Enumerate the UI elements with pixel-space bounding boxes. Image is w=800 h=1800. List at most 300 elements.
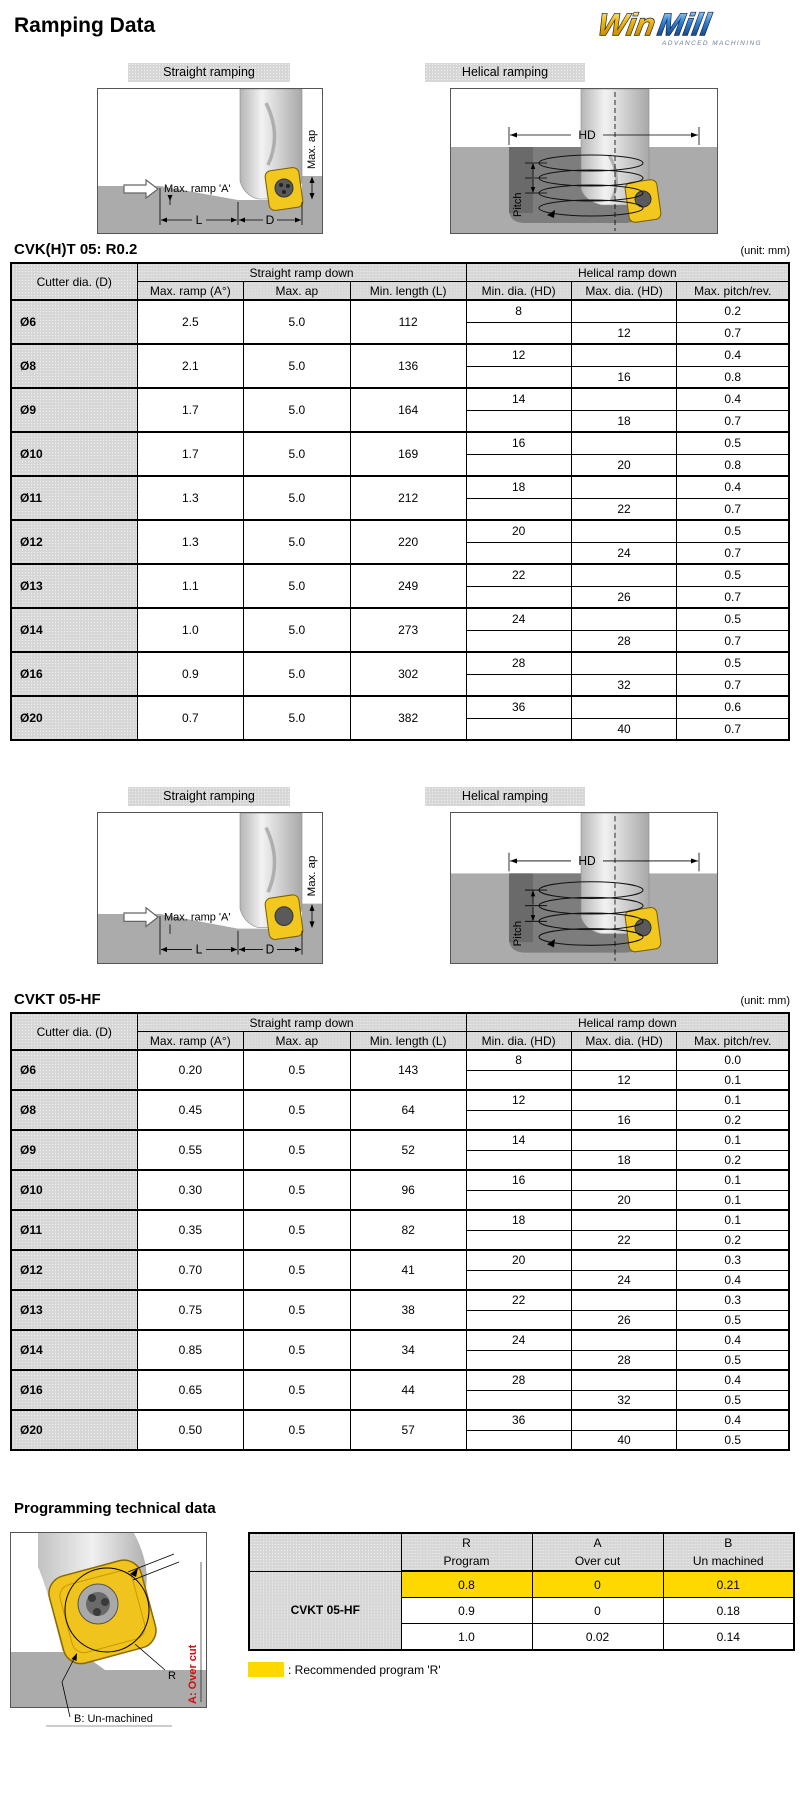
max-dia-cell: 18 bbox=[571, 1150, 677, 1170]
prog-row-label: CVKT 05-HF bbox=[249, 1571, 401, 1650]
min-length-cell: 64 bbox=[350, 1090, 466, 1130]
max-dia-empty-cell bbox=[571, 388, 677, 410]
table-row bbox=[11, 300, 789, 322]
screw-dot bbox=[101, 1598, 109, 1606]
pitch-max-cell: 0.2 bbox=[677, 1150, 789, 1170]
pitch-min-cell: 0.4 bbox=[677, 388, 789, 410]
recommended-legend bbox=[248, 1662, 441, 1677]
col-header-max-dia: Max. dia. (HD) bbox=[571, 282, 677, 301]
max-dia-cell: 26 bbox=[571, 1310, 677, 1330]
pitch-max-cell: 0.5 bbox=[677, 1430, 789, 1450]
prog-value-cell: 0.18 bbox=[663, 1598, 794, 1624]
max-dia-empty-cell bbox=[571, 1050, 677, 1070]
legend-text: : Recommended program 'R' bbox=[288, 1662, 441, 1677]
max-dia-cell: 24 bbox=[571, 1270, 677, 1290]
arrowhead bbox=[510, 133, 517, 138]
max-dia-cell: 40 bbox=[571, 1430, 677, 1450]
max-ramp-cell: 0.9 bbox=[137, 652, 244, 696]
group-header-helical: Helical ramp down bbox=[466, 263, 789, 282]
max-dia-empty-cell bbox=[571, 1290, 677, 1310]
min-dia-empty-cell bbox=[466, 630, 571, 652]
max-ramp-cell: 0.20 bbox=[137, 1050, 244, 1090]
cutter-dia-cell: Ø12 bbox=[11, 520, 137, 564]
min-dia-cell: 20 bbox=[466, 1250, 571, 1270]
programming-table bbox=[248, 1532, 795, 1651]
min-dia-empty-cell bbox=[466, 498, 571, 520]
pitch-max-cell: 0.5 bbox=[677, 1310, 789, 1330]
min-length-cell: 112 bbox=[350, 300, 466, 344]
max-ap-label: Max. ap bbox=[306, 855, 318, 897]
max-ap-cell: 0.5 bbox=[244, 1370, 351, 1410]
max-dia-cell: 28 bbox=[571, 1350, 677, 1370]
programming-title: Programming technical data bbox=[14, 1500, 216, 1517]
min-dia-cell: 14 bbox=[466, 1130, 571, 1150]
max-ap-cell: 0.5 bbox=[244, 1250, 351, 1290]
min-dia-cell: 16 bbox=[466, 432, 571, 454]
cutter-dia-cell: Ø13 bbox=[11, 564, 137, 608]
min-dia-cell: 12 bbox=[466, 344, 571, 366]
cutter-dia-cell: Ø14 bbox=[11, 608, 137, 652]
col-header-min-dia: Min. dia. (HD) bbox=[466, 282, 571, 301]
max-dia-empty-cell bbox=[571, 344, 677, 366]
r-label: R bbox=[168, 1670, 176, 1682]
pitch-max-cell: 0.2 bbox=[677, 1230, 789, 1250]
min-dia-cell: 14 bbox=[466, 388, 571, 410]
col-header-max-ap: Max. ap bbox=[244, 1032, 351, 1051]
min-length-cell: 41 bbox=[350, 1250, 466, 1290]
max-ap-cell: 5.0 bbox=[244, 520, 351, 564]
min-dia-cell: 24 bbox=[466, 608, 571, 630]
l-dim-label: L bbox=[195, 942, 203, 957]
winmill-logo bbox=[556, 4, 770, 50]
min-dia-empty-cell bbox=[466, 674, 571, 696]
overcut-label: A: Over cut bbox=[187, 1644, 199, 1704]
max-dia-cell: 20 bbox=[571, 454, 677, 476]
max-ramp-cell: 2.5 bbox=[137, 300, 244, 344]
max-dia-empty-cell bbox=[571, 1250, 677, 1270]
hd-dim-label: HD bbox=[578, 128, 596, 142]
prog-header-r-word: Program bbox=[401, 1552, 532, 1571]
table1-unit: (unit: mm) bbox=[740, 245, 790, 257]
d-dim-label: D bbox=[265, 942, 275, 957]
min-length-cell: 273 bbox=[350, 608, 466, 652]
table-row bbox=[11, 1090, 789, 1110]
min-length-cell: 82 bbox=[350, 1210, 466, 1250]
max-ramp-cell: 0.35 bbox=[137, 1210, 244, 1250]
pitch-min-cell: 0.3 bbox=[677, 1250, 789, 1270]
page-title: Ramping Data bbox=[14, 14, 156, 37]
pitch-min-cell: 0.1 bbox=[677, 1130, 789, 1150]
max-ap-cell: 5.0 bbox=[244, 564, 351, 608]
group-header-helical: Helical ramp down bbox=[466, 1013, 789, 1032]
logo-mill-text: Mill bbox=[655, 7, 714, 42]
max-ramp-label: Max. ramp 'A' bbox=[164, 911, 231, 924]
max-ap-cell: 5.0 bbox=[244, 432, 351, 476]
min-length-cell: 169 bbox=[350, 432, 466, 476]
min-length-cell: 34 bbox=[350, 1330, 466, 1370]
max-ramp-cell: 1.1 bbox=[137, 564, 244, 608]
max-ap-cell: 5.0 bbox=[244, 476, 351, 520]
prog-value-cell: 0 bbox=[532, 1571, 663, 1598]
table-row bbox=[11, 696, 789, 718]
group-header-straight: Straight ramp down bbox=[137, 263, 466, 282]
min-dia-empty-cell bbox=[466, 1310, 571, 1330]
max-dia-empty-cell bbox=[571, 476, 677, 498]
max-ap-cell: 0.5 bbox=[244, 1410, 351, 1450]
max-dia-cell: 18 bbox=[571, 410, 677, 432]
cutter-dia-cell: Ø14 bbox=[11, 1330, 137, 1370]
min-dia-cell: 8 bbox=[466, 1050, 571, 1070]
max-ap-cell: 0.5 bbox=[244, 1290, 351, 1330]
col-header-cutter: Cutter dia. (D) bbox=[11, 263, 137, 300]
insert-screw bbox=[275, 179, 293, 197]
straight-ramping-label: Straight ramping bbox=[128, 787, 290, 806]
min-dia-empty-cell bbox=[466, 366, 571, 388]
min-dia-cell: 28 bbox=[466, 1370, 571, 1390]
table-row bbox=[11, 476, 789, 498]
pitch-max-cell: 0.5 bbox=[677, 1390, 789, 1410]
max-dia-empty-cell bbox=[571, 1130, 677, 1150]
max-ramp-cell: 2.1 bbox=[137, 344, 244, 388]
table-row bbox=[11, 1370, 789, 1390]
min-dia-empty-cell bbox=[466, 1430, 571, 1450]
min-dia-empty-cell bbox=[466, 1070, 571, 1090]
straight-ramping-diagram bbox=[97, 812, 323, 964]
max-ap-cell: 0.5 bbox=[244, 1170, 351, 1210]
min-dia-empty-cell bbox=[466, 454, 571, 476]
pitch-max-cell: 0.2 bbox=[677, 1110, 789, 1130]
pitch-min-cell: 0.0 bbox=[677, 1050, 789, 1070]
min-length-cell: 52 bbox=[350, 1130, 466, 1170]
max-dia-empty-cell bbox=[571, 696, 677, 718]
hd-dim-label: HD bbox=[578, 853, 596, 869]
table-row bbox=[11, 388, 789, 410]
pitch-label: Pitch bbox=[512, 920, 524, 947]
logo-tagline: ADVANCED MACHINING bbox=[662, 40, 762, 47]
cutter-dia-cell: Ø9 bbox=[11, 388, 137, 432]
max-ramp-cell: 0.30 bbox=[137, 1170, 244, 1210]
min-dia-empty-cell bbox=[466, 1230, 571, 1250]
min-dia-empty-cell bbox=[466, 542, 571, 564]
max-dia-empty-cell bbox=[571, 1330, 677, 1350]
helical-ramping-label: Helical ramping bbox=[425, 63, 585, 82]
helical-ramping-label: Helical ramping bbox=[425, 787, 585, 806]
col-header-max-ramp: Max. ramp (A°) bbox=[137, 1032, 244, 1051]
cutter-dia-cell: Ø20 bbox=[11, 1410, 137, 1450]
max-dia-empty-cell bbox=[571, 652, 677, 674]
pitch-min-cell: 0.4 bbox=[677, 1330, 789, 1350]
pitch-min-cell: 0.1 bbox=[677, 1170, 789, 1190]
pitch-max-cell: 0.7 bbox=[677, 674, 789, 696]
insert-screw bbox=[275, 907, 293, 926]
max-ramp-cell: 1.7 bbox=[137, 388, 244, 432]
table2-unit: (unit: mm) bbox=[740, 995, 790, 1007]
table-row bbox=[11, 1290, 789, 1310]
col-header-min-length: Min. length (L) bbox=[350, 282, 466, 301]
min-dia-empty-cell bbox=[466, 718, 571, 740]
min-dia-cell: 24 bbox=[466, 1330, 571, 1350]
pitch-min-cell: 0.5 bbox=[677, 652, 789, 674]
pitch-max-cell: 0.7 bbox=[677, 542, 789, 564]
min-length-cell: 143 bbox=[350, 1050, 466, 1090]
max-dia-empty-cell bbox=[571, 608, 677, 630]
max-ap-cell: 5.0 bbox=[244, 696, 351, 740]
cutter-dia-cell: Ø16 bbox=[11, 1370, 137, 1410]
prog-value-cell: 0.9 bbox=[401, 1598, 532, 1624]
screw-dot bbox=[279, 183, 283, 187]
max-ramp-cell: 0.55 bbox=[137, 1130, 244, 1170]
max-ap-cell: 0.5 bbox=[244, 1090, 351, 1130]
pitch-min-cell: 0.4 bbox=[677, 476, 789, 498]
screw-dot bbox=[282, 190, 286, 194]
prog-value-cell: 0.14 bbox=[663, 1624, 794, 1651]
table-row bbox=[11, 1250, 789, 1270]
max-dia-empty-cell bbox=[571, 1170, 677, 1190]
min-length-cell: 136 bbox=[350, 344, 466, 388]
table-row bbox=[11, 1050, 789, 1070]
min-length-cell: 164 bbox=[350, 388, 466, 432]
pitch-max-cell: 0.7 bbox=[677, 630, 789, 652]
pitch-max-cell: 0.8 bbox=[677, 454, 789, 476]
prog-value-cell: 0 bbox=[532, 1598, 663, 1624]
pitch-max-cell: 0.4 bbox=[677, 1270, 789, 1290]
min-dia-empty-cell bbox=[466, 410, 571, 432]
min-length-cell: 44 bbox=[350, 1370, 466, 1410]
l-dim-label: L bbox=[195, 213, 203, 227]
min-dia-empty-cell bbox=[466, 322, 571, 344]
max-dia-empty-cell bbox=[571, 432, 677, 454]
legend-swatch bbox=[248, 1662, 284, 1677]
cutter-dia-cell: Ø10 bbox=[11, 432, 137, 476]
prog-header-r-letter: R bbox=[401, 1533, 532, 1552]
max-ramp-cell: 1.0 bbox=[137, 608, 244, 652]
max-dia-cell: 40 bbox=[571, 718, 677, 740]
pitch-min-cell: 0.4 bbox=[677, 1410, 789, 1430]
cutter-dia-cell: Ø12 bbox=[11, 1250, 137, 1290]
min-dia-empty-cell bbox=[466, 1390, 571, 1410]
max-dia-cell: 12 bbox=[571, 1070, 677, 1090]
max-ap-cell: 0.5 bbox=[244, 1050, 351, 1090]
min-dia-cell: 20 bbox=[466, 520, 571, 542]
pitch-min-cell: 0.3 bbox=[677, 1290, 789, 1310]
max-ap-cell: 0.5 bbox=[244, 1130, 351, 1170]
min-dia-cell: 16 bbox=[466, 1170, 571, 1190]
min-dia-cell: 18 bbox=[466, 1210, 571, 1230]
col-header-min-dia: Min. dia. (HD) bbox=[466, 1032, 571, 1051]
prog-header-a-word: Over cut bbox=[532, 1552, 663, 1571]
cutter-dia-cell: Ø8 bbox=[11, 344, 137, 388]
table-row bbox=[11, 1170, 789, 1190]
max-ramp-cell: 1.3 bbox=[137, 520, 244, 564]
pitch-min-cell: 0.1 bbox=[677, 1210, 789, 1230]
max-ramp-cell: 0.50 bbox=[137, 1410, 244, 1450]
ramping-table-cvkht bbox=[10, 262, 790, 741]
ramping-table-cvkt-hf bbox=[10, 1012, 790, 1451]
pitch-label: Pitch bbox=[512, 192, 524, 217]
max-ap-cell: 5.0 bbox=[244, 608, 351, 652]
max-dia-empty-cell bbox=[571, 1410, 677, 1430]
min-dia-cell: 36 bbox=[466, 1410, 571, 1430]
table-row bbox=[11, 1210, 789, 1230]
min-length-cell: 302 bbox=[350, 652, 466, 696]
prog-value-cell: 1.0 bbox=[401, 1624, 532, 1651]
min-dia-cell: 36 bbox=[466, 696, 571, 718]
min-dia-cell: 22 bbox=[466, 564, 571, 586]
straight-ramping-label: Straight ramping bbox=[128, 63, 290, 82]
table-row bbox=[11, 1410, 789, 1430]
prog-row bbox=[249, 1571, 794, 1598]
prog-header-b-word: Un machined bbox=[663, 1552, 794, 1571]
min-length-cell: 38 bbox=[350, 1290, 466, 1330]
logo-win-text: Win bbox=[595, 7, 658, 42]
col-header-min-length: Min. length (L) bbox=[350, 1032, 466, 1051]
max-dia-empty-cell bbox=[571, 564, 677, 586]
min-length-cell: 249 bbox=[350, 564, 466, 608]
table-row bbox=[11, 608, 789, 630]
max-ap-label: Max. ap bbox=[306, 129, 318, 169]
max-dia-cell: 16 bbox=[571, 366, 677, 388]
min-dia-empty-cell bbox=[466, 1350, 571, 1370]
table2-title: CVKT 05-HF bbox=[14, 991, 101, 1008]
pitch-max-cell: 0.1 bbox=[677, 1190, 789, 1210]
cutter-dia-cell: Ø8 bbox=[11, 1090, 137, 1130]
min-dia-empty-cell bbox=[466, 1270, 571, 1290]
pitch-min-cell: 0.5 bbox=[677, 564, 789, 586]
table-row bbox=[11, 432, 789, 454]
arrowhead bbox=[691, 858, 698, 863]
table1-title: CVK(H)T 05: R0.2 bbox=[14, 241, 138, 258]
max-ramp-cell: 0.7 bbox=[137, 696, 244, 740]
max-ramp-label: Max. ramp 'A' bbox=[164, 183, 231, 195]
prog-value-cell: 0.21 bbox=[663, 1571, 794, 1598]
cutter-dia-cell: Ø11 bbox=[11, 1210, 137, 1250]
straight-ramping-diagram bbox=[97, 88, 323, 234]
max-ap-cell: 5.0 bbox=[244, 652, 351, 696]
pitch-max-cell: 0.1 bbox=[677, 1070, 789, 1090]
table-row bbox=[11, 1330, 789, 1350]
d-dim-label: D bbox=[265, 213, 275, 227]
min-dia-empty-cell bbox=[466, 586, 571, 608]
max-dia-empty-cell bbox=[571, 1370, 677, 1390]
prog-value-cell: 0.02 bbox=[532, 1624, 663, 1651]
unmachined-label: B: Un-machined bbox=[74, 1713, 153, 1725]
max-ap-cell: 5.0 bbox=[244, 300, 351, 344]
group-header-straight: Straight ramp down bbox=[137, 1013, 466, 1032]
pitch-min-cell: 0.1 bbox=[677, 1090, 789, 1110]
min-dia-empty-cell bbox=[466, 1190, 571, 1210]
cutter-dia-cell: Ø6 bbox=[11, 300, 137, 344]
screw-dot bbox=[286, 184, 290, 188]
prog-header-b-letter: B bbox=[663, 1533, 794, 1552]
min-dia-empty-cell bbox=[466, 1110, 571, 1130]
max-ramp-cell: 0.45 bbox=[137, 1090, 244, 1130]
screw-dot bbox=[93, 1608, 101, 1616]
prog-header-empty bbox=[249, 1533, 401, 1571]
min-dia-cell: 18 bbox=[466, 476, 571, 498]
cutter-dia-cell: Ø13 bbox=[11, 1290, 137, 1330]
col-header-max-ap: Max. ap bbox=[244, 282, 351, 301]
max-dia-cell: 22 bbox=[571, 1230, 677, 1250]
pitch-min-cell: 0.4 bbox=[677, 344, 789, 366]
max-dia-cell: 20 bbox=[571, 1190, 677, 1210]
max-ap-cell: 5.0 bbox=[244, 388, 351, 432]
max-ramp-cell: 0.65 bbox=[137, 1370, 244, 1410]
cutter-dia-cell: Ø9 bbox=[11, 1130, 137, 1170]
min-length-cell: 382 bbox=[350, 696, 466, 740]
max-dia-cell: 32 bbox=[571, 674, 677, 696]
min-dia-cell: 8 bbox=[466, 300, 571, 322]
min-length-cell: 57 bbox=[350, 1410, 466, 1450]
table-row bbox=[11, 520, 789, 542]
min-dia-cell: 12 bbox=[466, 1090, 571, 1110]
pitch-min-cell: 0.5 bbox=[677, 432, 789, 454]
pitch-max-cell: 0.8 bbox=[677, 366, 789, 388]
min-length-cell: 96 bbox=[350, 1170, 466, 1210]
max-dia-cell: 22 bbox=[571, 498, 677, 520]
max-dia-cell: 12 bbox=[571, 322, 677, 344]
max-ramp-cell: 1.3 bbox=[137, 476, 244, 520]
max-dia-empty-cell bbox=[571, 300, 677, 322]
helical-ramping-diagram bbox=[450, 812, 718, 964]
cutter-dia-cell: Ø11 bbox=[11, 476, 137, 520]
helical-ramping-diagram bbox=[450, 88, 718, 234]
pitch-min-cell: 0.5 bbox=[677, 608, 789, 630]
max-ramp-cell: 1.7 bbox=[137, 432, 244, 476]
max-ramp-cell: 0.70 bbox=[137, 1250, 244, 1290]
prog-header-a-letter: A bbox=[532, 1533, 663, 1552]
cutter-dia-cell: Ø20 bbox=[11, 696, 137, 740]
pitch-min-cell: 0.6 bbox=[677, 696, 789, 718]
pitch-max-cell: 0.7 bbox=[677, 718, 789, 740]
table-row bbox=[11, 1130, 789, 1150]
cutter-dia-cell: Ø6 bbox=[11, 1050, 137, 1090]
programming-diagram bbox=[10, 1532, 207, 1732]
arrowhead bbox=[691, 133, 698, 138]
pitch-max-cell: 0.7 bbox=[677, 410, 789, 432]
pitch-min-cell: 0.2 bbox=[677, 300, 789, 322]
arrowhead bbox=[510, 858, 517, 863]
pitch-min-cell: 0.5 bbox=[677, 520, 789, 542]
max-dia-cell: 24 bbox=[571, 542, 677, 564]
table-row bbox=[11, 652, 789, 674]
col-header-cutter: Cutter dia. (D) bbox=[11, 1013, 137, 1050]
pitch-min-cell: 0.4 bbox=[677, 1370, 789, 1390]
min-length-cell: 212 bbox=[350, 476, 466, 520]
pitch-max-cell: 0.7 bbox=[677, 586, 789, 608]
prog-value-cell: 0.8 bbox=[401, 1571, 532, 1598]
cutter-dia-cell: Ø10 bbox=[11, 1170, 137, 1210]
pitch-max-cell: 0.7 bbox=[677, 322, 789, 344]
max-dia-cell: 28 bbox=[571, 630, 677, 652]
max-dia-empty-cell bbox=[571, 1090, 677, 1110]
col-header-max-dia: Max. dia. (HD) bbox=[571, 1032, 677, 1051]
min-dia-empty-cell bbox=[466, 1150, 571, 1170]
max-dia-empty-cell bbox=[571, 520, 677, 542]
col-header-max-pitch: Max. pitch/rev. bbox=[677, 282, 789, 301]
min-length-cell: 220 bbox=[350, 520, 466, 564]
screw-dot bbox=[88, 1594, 96, 1602]
min-dia-cell: 22 bbox=[466, 1290, 571, 1310]
table-row bbox=[11, 344, 789, 366]
pitch-max-cell: 0.5 bbox=[677, 1350, 789, 1370]
max-ramp-cell: 0.85 bbox=[137, 1330, 244, 1370]
max-ap-cell: 0.5 bbox=[244, 1330, 351, 1370]
max-ap-cell: 5.0 bbox=[244, 344, 351, 388]
table-row bbox=[11, 564, 789, 586]
min-dia-cell: 28 bbox=[466, 652, 571, 674]
pitch-max-cell: 0.7 bbox=[677, 498, 789, 520]
max-ramp-cell: 0.75 bbox=[137, 1290, 244, 1330]
